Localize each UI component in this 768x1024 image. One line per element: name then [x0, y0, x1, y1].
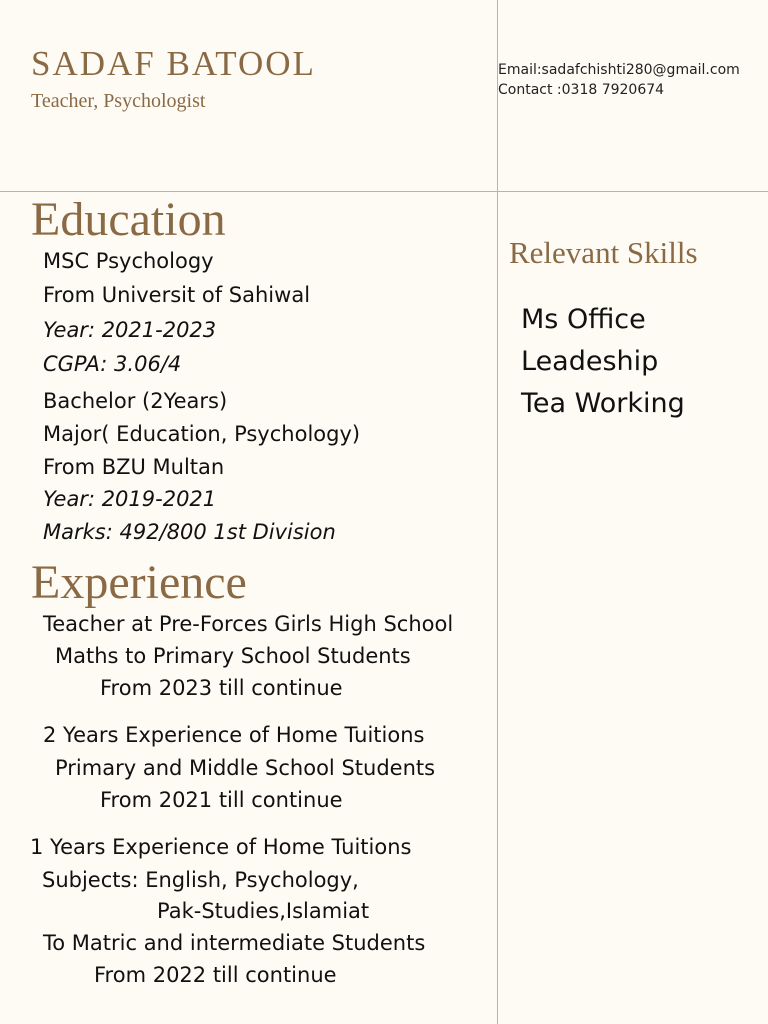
experience-line: To Matric and intermediate Students — [43, 931, 426, 955]
experience-line: Teacher at Pre-Forces Girls High School — [43, 612, 454, 636]
candidate-title: Teacher, Psychologist — [31, 90, 206, 112]
skill-item: Ms Office — [521, 304, 646, 335]
skills-heading: Relevant Skills — [509, 235, 698, 270]
education-line: From Universit of Sahiwal — [43, 283, 311, 307]
education-line: Year: 2021-2023 — [43, 318, 217, 342]
education-line: Year: 2019-2021 — [43, 487, 217, 511]
skill-item: Leadeship — [521, 346, 659, 377]
education-line: Marks: 492/800 1st Division — [43, 520, 336, 544]
contact-text: Contact :0318 7920674 — [498, 82, 665, 98]
experience-line: Pak-Studies,Islamiat — [157, 899, 370, 923]
experience-heading: Experience — [31, 556, 247, 609]
education-line: MSC Psychology — [43, 249, 214, 273]
experience-line: Primary and Middle School Students — [55, 756, 436, 780]
education-line: Major( Education, Psychology) — [43, 422, 361, 446]
skill-item: Tea Working — [521, 388, 685, 419]
experience-line: From 2023 till continue — [100, 676, 343, 700]
education-heading: Education — [31, 193, 226, 246]
education-line: Bachelor (2Years) — [43, 389, 228, 413]
experience-line: From 2022 till continue — [94, 963, 337, 987]
experience-line: 2 Years Experience of Home Tuitions — [43, 723, 425, 747]
column-divider — [497, 0, 498, 1024]
email-text: Email:sadafchishti280@gmail.com — [498, 62, 740, 78]
education-line: From BZU Multan — [43, 455, 225, 479]
experience-line: Subjects: English, Psychology, — [42, 868, 359, 892]
experience-line: 1 Years Experience of Home Tuitions — [30, 835, 412, 859]
experience-line: From 2021 till continue — [100, 788, 343, 812]
experience-line: Maths to Primary School Students — [55, 644, 411, 668]
education-line: CGPA: 3.06/4 — [43, 352, 182, 376]
candidate-name: SADAF BATOOL — [31, 44, 316, 83]
